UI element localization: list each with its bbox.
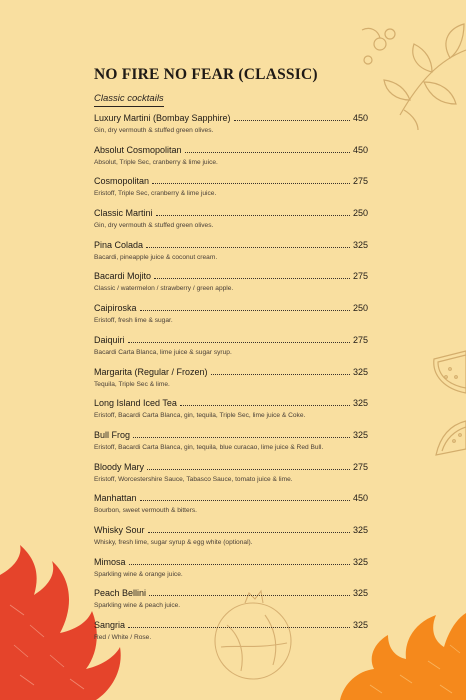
item-price: 275 xyxy=(352,176,368,187)
item-name: Classic Martini xyxy=(94,208,153,219)
menu-item xyxy=(94,303,368,335)
item-name: Long Island Iced Tea xyxy=(94,398,177,409)
menu-item xyxy=(94,145,368,177)
item-description: Sparkling wine & peach juice. xyxy=(94,602,181,610)
menu-item xyxy=(94,557,368,589)
item-description: Whisky, fresh lime, sugar syrup & egg white (optional). xyxy=(94,538,253,546)
item-price: 325 xyxy=(352,429,368,440)
item-price: 450 xyxy=(352,144,368,155)
item-price: 325 xyxy=(352,398,368,409)
item-description: Eristoff, Bacardi Carta Blanca, gin, tequila, blue curacao, lime juice & Red Bull. xyxy=(94,443,324,451)
item-name: Bull Frog xyxy=(94,429,131,440)
leader-dots xyxy=(180,398,350,406)
item-name: Cosmopolitan xyxy=(94,176,150,187)
leader-dots xyxy=(185,145,350,153)
item-name: Daiquiri xyxy=(94,334,125,345)
menu-item xyxy=(94,588,368,620)
item-price: 275 xyxy=(352,461,368,472)
menu-item xyxy=(94,367,368,399)
item-description: Bourbon, sweet vermouth & bitters. xyxy=(94,507,197,515)
menu-title: NO FIRE NO FEAR (CLASSIC) xyxy=(94,66,318,83)
item-price: 275 xyxy=(352,334,368,345)
item-price: 450 xyxy=(352,113,368,123)
leader-dots xyxy=(140,303,350,311)
menu-item xyxy=(94,208,368,240)
item-description: Eristoff, fresh lime & sugar. xyxy=(94,317,173,325)
menu-item xyxy=(94,493,368,525)
leader-dots xyxy=(148,525,350,533)
item-description: Sparkling wine & orange juice. xyxy=(94,570,183,578)
leader-dots xyxy=(149,588,350,596)
item-name: Bacardi Mojito xyxy=(94,271,152,282)
leader-dots xyxy=(129,557,350,565)
item-name: Caipiroska xyxy=(94,303,137,314)
item-name: Whisky Sour xyxy=(94,524,145,535)
item-description: Eristoff, Triple Sec, cranberry & lime juice. xyxy=(94,190,217,198)
item-description: Gin, dry vermouth & stuffed green olives. xyxy=(94,222,214,230)
item-description: Tequila, Triple Sec & lime. xyxy=(94,380,170,388)
menu-item-list xyxy=(94,113,368,652)
item-price: 325 xyxy=(352,556,368,567)
item-description: Absolut, Triple Sec, cranberry & lime juice. xyxy=(94,158,218,166)
item-name: Absolut Cosmopolitan xyxy=(94,144,182,155)
item-description: Red / White / Rose. xyxy=(94,634,152,641)
item-price: 325 xyxy=(352,524,368,535)
leader-dots xyxy=(128,335,350,343)
item-name: Bloody Mary xyxy=(94,461,145,472)
leader-dots xyxy=(154,271,350,279)
item-name: Pina Colada xyxy=(94,239,144,250)
leader-dots xyxy=(234,113,350,121)
item-description: Bacardi, pineapple juice & coconut cream. xyxy=(94,253,218,261)
item-price: 450 xyxy=(352,493,368,504)
item-description: Classic / watermelon / strawberry / green apple. xyxy=(94,285,234,293)
menu-item xyxy=(94,113,368,145)
item-name: Mimosa xyxy=(94,556,126,567)
menu-subtitle: Classic cocktails xyxy=(94,93,164,107)
item-price: 250 xyxy=(352,303,368,314)
item-name: Margarita (Regular / Frozen) xyxy=(94,366,208,377)
leader-dots xyxy=(156,208,350,216)
leader-dots xyxy=(133,430,350,438)
item-name: Manhattan xyxy=(94,493,137,504)
item-name: Sangria xyxy=(94,620,126,630)
item-price: 325 xyxy=(352,239,368,250)
item-price: 250 xyxy=(352,208,368,219)
menu-item xyxy=(94,176,368,208)
leader-dots xyxy=(211,367,350,375)
item-name: Peach Bellini xyxy=(94,588,147,599)
leader-dots xyxy=(128,620,350,628)
item-name: Luxury Martini (Bombay Sapphire) xyxy=(94,113,231,123)
leader-dots xyxy=(146,240,350,248)
leader-dots xyxy=(140,493,350,501)
item-price: 325 xyxy=(352,620,368,630)
watermelon-slice-illustration xyxy=(428,345,466,465)
leaf-branch-illustration xyxy=(360,20,466,130)
menu-item xyxy=(94,620,368,652)
item-description: Bacardi Carta Blanca, lime juice & sugar syrup. xyxy=(94,348,232,356)
menu-item xyxy=(94,462,368,494)
menu-item xyxy=(94,430,368,462)
menu-item xyxy=(94,525,368,557)
menu-item xyxy=(94,335,368,367)
leader-dots xyxy=(147,462,350,470)
item-description: Gin, dry vermouth & stuffed green olives. xyxy=(94,127,214,134)
item-price: 275 xyxy=(352,271,368,282)
item-description: Eristoff, Worcestershire Sauce, Tabasco Sauce, tomato juice & lime. xyxy=(94,475,293,483)
item-price: 325 xyxy=(352,366,368,377)
menu-item xyxy=(94,240,368,272)
leader-dots xyxy=(152,176,350,184)
item-price: 325 xyxy=(352,588,368,599)
item-description: Eristoff, Bacardi Carta Blanca, gin, tequila, Triple Sec, lime juice & Coke. xyxy=(94,412,306,420)
menu-item xyxy=(94,398,368,430)
menu-item xyxy=(94,271,368,303)
